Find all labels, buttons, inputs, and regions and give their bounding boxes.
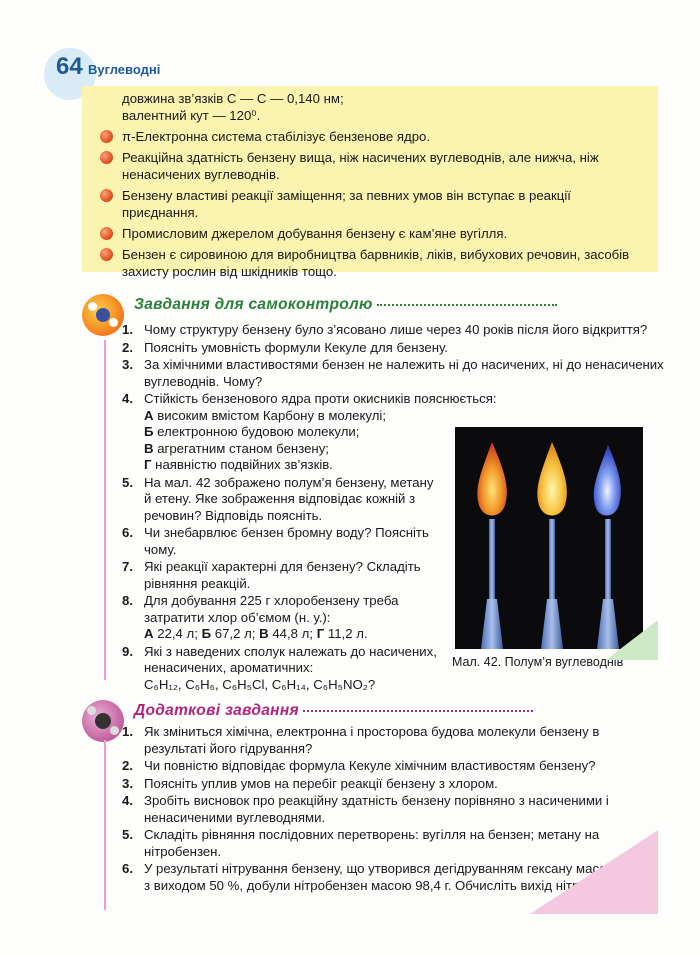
task-item: 8. Для добування 225 г хлоробензену треба затратити хлор об’ємом (н. у.): А 22,4 л; Б 67,2 л; В 44,8 л; Г 11,2 л. — [118, 593, 444, 643]
summary-bullet — [98, 246, 646, 280]
summary-bullet — [98, 149, 646, 183]
task-option: Б електронною будовою молекули; — [144, 424, 360, 439]
page-number: 64 — [56, 53, 83, 80]
task-item: 9. Які з наведених сполук належать до насичених, ненасичених, ароматичних: C₆H₁₂, C₆H₆, C₆H₅Cl, C₆H₁₄, C₆H₅NO₂? — [118, 644, 444, 694]
figure-flames-image — [455, 427, 643, 649]
bullet-text: Бензен є сировиною для виробництва барвників, ліків, вибухових речовин, засобів захисту рослин від шкідників тощо. — [122, 247, 630, 279]
task-option: Г наявністю подвійних зв’язків. — [144, 457, 333, 472]
bullet-text: Бензену властиві реакції заміщення; за певних умов він вступає в реакції приєднання. — [122, 188, 571, 220]
task-option: А високим вмістом Карбону в молекулі; — [144, 407, 387, 423]
task-item: 2. Поясніть умовність формули Кекуле для бензену. — [122, 339, 448, 355]
task-item: 3. Поясніть уплив умов на перебіг реакції бензену з хлором. — [122, 775, 498, 791]
section-divider-line — [104, 340, 106, 680]
task-item: 6. У результаті нітрування бензену, що утворився дегідруванням гексану масою 86 г з виходом 50 %, добули нітробензен масою 98,4 г. Обчисліть вихід нітробензену. — [122, 861, 644, 893]
summary-bullet — [98, 187, 646, 221]
bullet-dot-icon — [100, 189, 113, 202]
task-item: 5. На мал. 42 зображено полум’я бензену, метану й етену. Яке зображення відповідає кожній з речовин? Відповідь поясніть. — [122, 474, 434, 523]
bullet-text: Реакційна здатність бензену вища, ніж насичених вуглеводнів, але нижча, ніж ненасичених вуглеводнів. — [122, 150, 599, 182]
summary-line: валентний кут — 120⁰. — [122, 108, 261, 123]
summary-bullet — [98, 128, 646, 145]
task-item: 2. Чи повністю відповідає формула Кекуле хімічним властивостям бензену? — [122, 758, 596, 773]
task-item: 1. Як зміниться хімічна, електронна і просторова будова молекули бензену в результаті його гідрування? — [122, 724, 600, 756]
running-title: Вуглеводні — [88, 62, 161, 77]
bullet-text: Промисловим джерелом добування бензену є кам’яне вугілля. — [122, 226, 508, 241]
decorative-corner — [530, 830, 658, 914]
task-item: 6. Чи знебарвлює бензен бромну воду? Поясніть чому. — [122, 525, 429, 557]
task-item: 3. За хімічними властивостями бензен не належить ні до насичених, ні до ненасичених вуглеводнів. Чому? — [122, 357, 664, 389]
task-item: 7. Які реакції характерні для бензену? Складіть рівняння реакцій. — [122, 559, 421, 591]
bullet-dot-icon — [100, 248, 113, 261]
summary-bullet — [98, 225, 646, 242]
task-item: 1. Чому структуру бензену було з’ясовано лише через 40 років після його відкриття? — [122, 322, 648, 337]
task-option: В агрегатним станом бензену; — [144, 440, 329, 456]
summary-list — [98, 90, 646, 280]
bullet-dot-icon — [100, 151, 113, 164]
section-title-self-control: Завдання для самоконтролю — [134, 296, 557, 314]
bullet-dot-icon — [100, 130, 113, 143]
summary-line: довжина зв’язків С — С — 0,140 нм; — [122, 91, 344, 106]
formula-list: C₆H₁₂, C₆H₆, C₆H₅Cl, C₆H₁₄, C₆H₅NO₂? — [144, 676, 376, 692]
section-divider-line — [104, 740, 106, 910]
task-item: 4. Стійкість бензенового ядра проти окисників пояснюється: А високим вмістом Карбону в молекулі; Б електронною будовою молекули; В агрегатним станом бензену; Г наявністю подвійних зв’язків. — [118, 391, 664, 474]
section-title-additional: Додаткові завдання — [134, 702, 533, 720]
decorative-corner — [606, 620, 658, 660]
task-option: А 22,4 л; Б 67,2 л; В 44,8 л; Г 11,2 л. — [144, 626, 368, 641]
task-item: 4. Зробіть висновок про реакційну здатність бензену порівняно з насиченими і ненасиченими вуглеводнями. — [122, 793, 609, 825]
bullet-dot-icon — [100, 227, 113, 240]
bullet-text: π-Електронна система стабілізує бензенове ядро. — [122, 129, 431, 144]
figure-caption: Мал. 42. Полум’я вуглеводнів — [452, 655, 624, 669]
task-item: 5. Складіть рівняння послідовних перетворень: вугілля на бензен; метану на нітробензен. — [122, 827, 600, 859]
